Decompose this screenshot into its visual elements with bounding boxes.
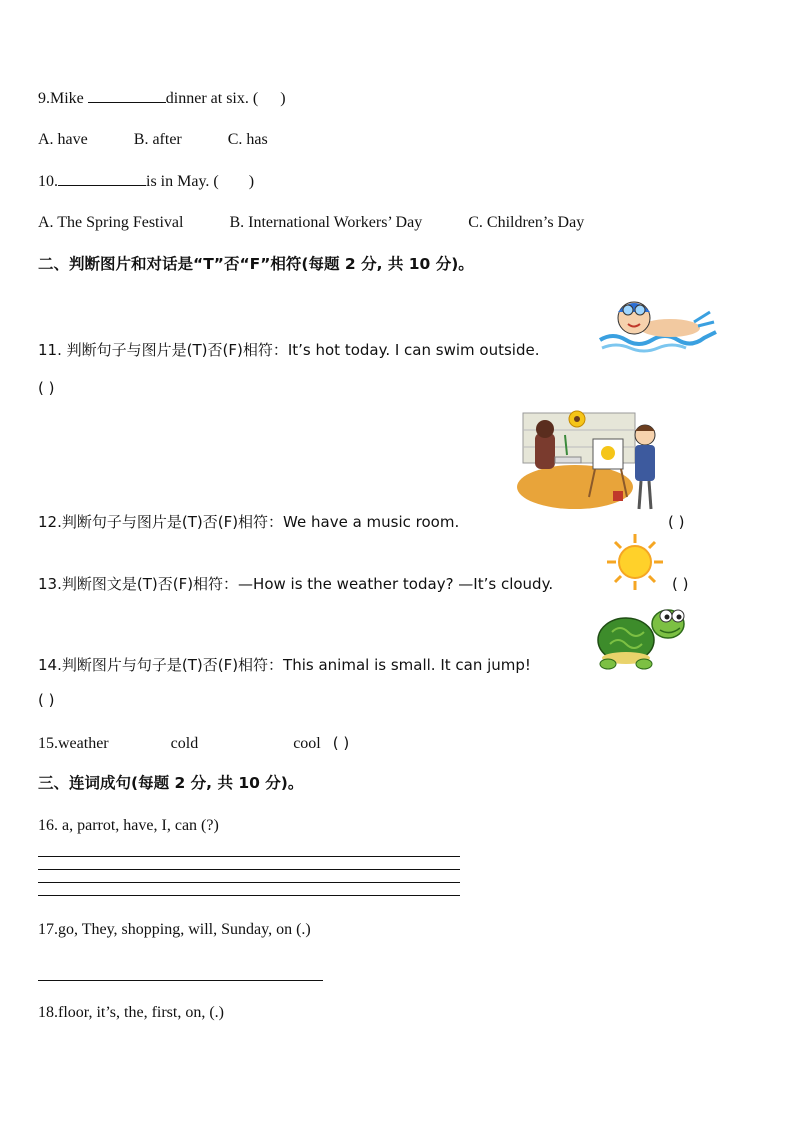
q16-answer-line-1[interactable]	[38, 856, 460, 857]
q9-after: dinner at six. (	[165, 90, 259, 107]
q10-before: 10.	[38, 173, 58, 190]
q15-word-2: cold	[170, 735, 199, 752]
q16-answer-line-4[interactable]	[38, 895, 460, 896]
question-11: 11. 判断句子与图片是(T)否(F)相符：It’s hot today. I can swim outside.	[38, 341, 540, 359]
q17-answer-line[interactable]	[38, 980, 323, 981]
question-16: 16. a, parrot, have, I, can (?)	[38, 817, 219, 834]
q15-answer-paren[interactable]: ( )	[332, 734, 350, 752]
q9-close: )	[280, 90, 286, 107]
q10-after: is in May. (	[146, 173, 219, 190]
q11-answer-paren[interactable]: ( )	[38, 379, 55, 397]
question-17: 17.go, They, shopping, will, Sunday, on (.)	[38, 921, 311, 938]
q12-answer-paren[interactable]: ( )	[668, 513, 685, 531]
q10-option-c[interactable]: C. Children’s Day	[468, 214, 585, 231]
q9-option-b[interactable]: B. after	[133, 131, 182, 148]
q16-answer-line-2[interactable]	[38, 869, 460, 870]
q9-before: 9.Mike	[38, 90, 88, 107]
q10-options	[38, 213, 584, 233]
q16-answer-line-3[interactable]	[38, 882, 460, 883]
painting-children-icon	[515, 405, 665, 527]
q10-blank[interactable]	[58, 171, 146, 186]
question-13: 13.判断图文是(T)否(F)相符：—How is the weather today? —It’s cloudy.	[38, 575, 554, 593]
question-15	[38, 733, 349, 754]
sun-icon	[606, 533, 664, 591]
q9-option-c[interactable]: C. has	[227, 131, 268, 148]
q9-blank[interactable]	[88, 88, 166, 103]
question-12: 12.判断句子与图片是(T)否(F)相符：We have a music room.	[38, 513, 460, 531]
section-3-title: 三、连词成句(每题 2 分, 共 10 分)。	[38, 774, 304, 792]
q13-answer-paren[interactable]: ( )	[672, 575, 689, 593]
q9-option-a[interactable]: A. have	[38, 131, 88, 148]
question-10	[38, 171, 254, 192]
q10-close: )	[248, 173, 255, 190]
q15-word-3: cool	[293, 735, 321, 752]
swimmer-icon	[598, 292, 718, 354]
q10-option-b[interactable]: B. International Workers’ Day	[229, 214, 423, 231]
q9-options	[38, 130, 268, 150]
question-9	[38, 88, 286, 109]
q10-option-a[interactable]: A. The Spring Festival	[38, 214, 184, 231]
q14-answer-paren[interactable]: ( )	[38, 691, 55, 709]
question-18: 18.floor, it’s, the, first, on, (.)	[38, 1004, 224, 1021]
q15-word-1: 15.weather	[38, 735, 109, 752]
section-2-title: 二、判断图片和对话是“T”否“F”相符(每题 2 分, 共 10 分)。	[38, 255, 474, 273]
turtle-icon	[596, 600, 688, 672]
question-14: 14.判断图片与句子是(T)否(F)相符：This animal is small. It can jump!	[38, 656, 531, 674]
